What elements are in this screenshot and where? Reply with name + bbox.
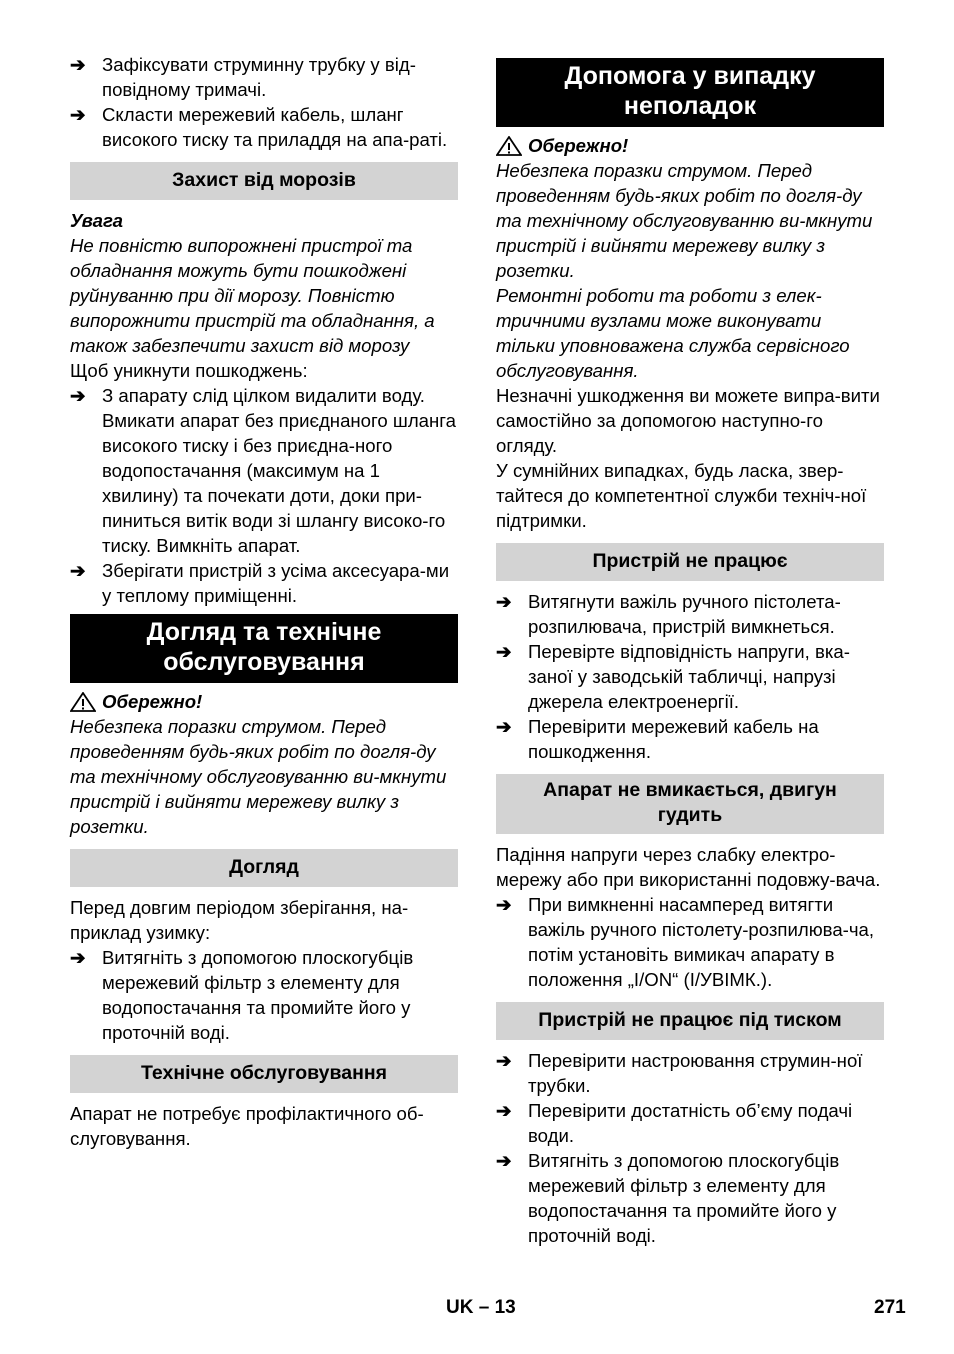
section-heading-service: Технічне обслуговування <box>70 1055 458 1093</box>
list-item: ➔ Витягнути важіль ручного пістолета-розпилювача, пристрій вимкнеться. <box>496 591 841 637</box>
section-heading-not-working: Пристрій не працює <box>496 543 884 581</box>
chapter-heading-troubleshooting: Допомога у випадку неполадок <box>496 58 884 127</box>
arrow-right-icon: ➔ <box>496 1050 512 1071</box>
warning-text: Ремонтні роботи та роботи з елек-тричними вузлами може виконувати тільки уповноважена служба сервісного обслуговування. <box>496 285 850 381</box>
paragraph: Перед довгим періодом зберігання, на-приклад узимку: <box>70 897 409 943</box>
warning-line: Обережно! <box>496 133 884 158</box>
list-item: ➔ Витягніть з допомогою плоскогубців мережевий фільтр з елементу для водопостачання та промийте його у проточній воді. <box>70 947 414 1043</box>
section-heading-frost: Захист від морозів <box>70 162 458 200</box>
warning-text: Небезпека поразки струмом. Перед проведенням будь-яких робіт по догля-ду та технічному обслуговуванню ви-мкнути пристрій і вийняти мережеву вилку з розетки. <box>70 716 447 837</box>
list-item: ➔ Витягніть з допомогою плоскогубців мережевий фільтр з елементу для водопостачання та промийте його у проточній воді. <box>496 1150 840 1246</box>
arrow-right-icon: ➔ <box>496 641 512 662</box>
paragraph: Апарат не потребує профілактичного об-слуговування. <box>70 1103 424 1149</box>
paragraph: У сумнійних випадках, будь ласка, звер-тайтеся до компетентної служби техніч-ної підтримки. <box>496 460 867 531</box>
list-item: ➔ Перевірити настроювання струмин-ної трубки. <box>496 1050 863 1096</box>
attention-text: Не повністю випорожнені пристрої та обладнання можуть бути пошкоджені руйнуванню при дії морозу. Повністю випорожнити пристрій та обладнання, а також забезпечити захист від морозу <box>70 235 435 356</box>
list-item: ➔ Перевірити мережевий кабель на пошкодження. <box>496 716 819 762</box>
arrow-right-icon: ➔ <box>70 947 86 968</box>
section-heading-no-pressure: Пристрій не працює під тиском <box>496 1002 884 1040</box>
paragraph: Незначні ушкодження ви можете випра-вити самостійно за допомогою наступно-го огляду. <box>496 385 880 456</box>
right-column <box>496 52 884 1248</box>
arrow-right-icon: ➔ <box>496 716 512 737</box>
arrow-right-icon: ➔ <box>70 54 86 75</box>
left-column <box>70 52 458 1151</box>
warning-text: Небезпека поразки струмом. Перед проведенням будь-яких робіт по догля-ду та технічному обслуговуванню ви-мкнути пристрій і вийняти мережеву вилку з розетки. <box>496 160 873 281</box>
arrow-right-icon: ➔ <box>70 104 86 125</box>
warning-triangle-icon <box>496 136 522 156</box>
warning-line: Обережно! <box>70 689 458 714</box>
paragraph: Щоб уникнути пошкоджень: <box>70 360 308 381</box>
arrow-right-icon: ➔ <box>70 560 86 581</box>
arrow-right-icon: ➔ <box>496 1100 512 1121</box>
chapter-heading-maintenance: Догляд та технічне обслуговування <box>70 614 458 683</box>
list-item: ➔ З апарату слід цілком видалити воду. Вмикати апарат без приєднаного шланга високого тиску і без приєдна-ного водопостачання (максимум на 1 хвилину) та почекати доти, доки при-пиниться витік води зі шлангу високо-го тиску. Вимкніть апарат. <box>70 385 456 556</box>
list-item: ➔ При вимкненні насамперед витягти важіль ручного пістолету-розпилюва-ча, потім установіть вимикач апарату в положення „I/ON“ (I/УВІМК.). <box>496 894 875 990</box>
arrow-right-icon: ➔ <box>496 591 512 612</box>
section-heading-motor-hum: Апарат не вмикається, двигун гудить <box>496 774 884 834</box>
attention-label: Увага <box>70 210 124 231</box>
arrow-right-icon: ➔ <box>496 894 512 915</box>
paragraph: Падіння напруги через слабку електро-мережу або при використанні подовжу-вача. <box>496 844 881 890</box>
list-item: ➔ Перевірити достатність об’єму подачі води. <box>496 1100 853 1146</box>
section-heading-care: Догляд <box>70 849 458 887</box>
list-item: ➔ Скласти мережевий кабель, шланг високого тиску та приладдя на апа-раті. <box>70 104 448 150</box>
list-item: ➔ Зафіксувати струминну трубку у від-повідному тримачі. <box>70 54 416 100</box>
page-number: 271 <box>874 1297 906 1318</box>
list-item: ➔ Зберігати пристрій з усіма аксесуара-ми у теплому приміщенні. <box>70 560 450 606</box>
footer-section-label: UK – 13 <box>446 1297 516 1318</box>
arrow-right-icon: ➔ <box>70 385 86 406</box>
warning-triangle-icon <box>70 692 96 712</box>
list-item: ➔ Перевірте відповідність напруги, вка-заної у заводській табличці, напрузі джерела електроенергії. <box>496 641 850 712</box>
arrow-right-icon: ➔ <box>496 1150 512 1171</box>
